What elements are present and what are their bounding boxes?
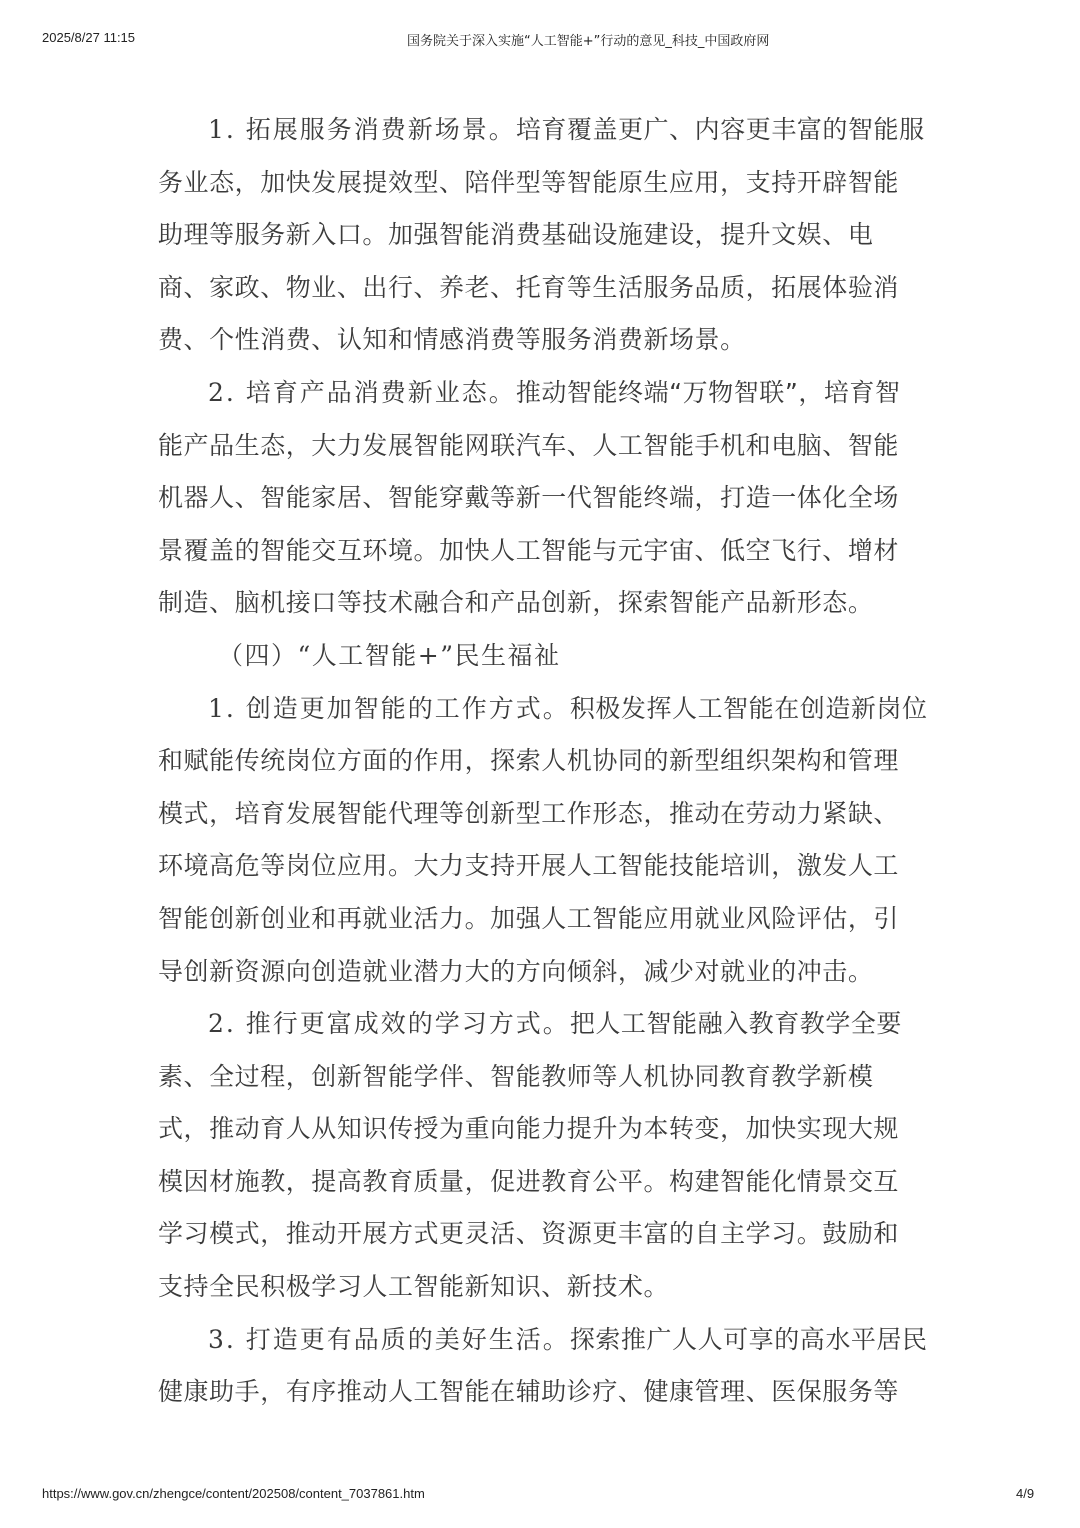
paragraph-line: 健康助手，有序推动人工智能在辅助诊疗、健康管理、医保服务等	[158, 1377, 899, 1407]
paragraph-line: 费、个性消费、认知和情感消费等服务消费新场景。	[158, 325, 746, 355]
paragraph-line: 智能创新创业和再就业活力。加强人工智能应用就业风险评估，引	[158, 903, 899, 933]
paragraph-line	[158, 689, 926, 742]
paragraph-line: 模式，培育发展智能代理等创新型工作形态，推动在劳动力紧缺、	[158, 798, 899, 828]
paragraph-line	[158, 1320, 926, 1373]
paragraph-text: 积极发挥人工智能在创造新岗位	[569, 693, 928, 723]
paragraph-lead: 1. 创造更加智能的工作方式。	[208, 693, 570, 723]
paragraph-line: 景覆盖的智能交互环境。加快人工智能与元宇宙、低空飞行、增材	[158, 535, 899, 565]
paragraph-line: 式，推动育人从知识传授为重向能力提升为本转变，加快实现大规	[158, 1114, 899, 1144]
paragraph-line	[158, 110, 926, 163]
paragraph-line: 和赋能传统岗位方面的作用，探索人机协同的新型组织架构和管理	[158, 746, 899, 776]
paragraph-line: 商、家政、物业、出行、养老、托育等生活服务品质，拓展体验消	[158, 272, 899, 302]
page-url: https://www.gov.cn/zhengce/content/202508/content_7037861.htm	[42, 1486, 425, 1501]
page-title: 国务院关于深入实施“人工智能+”行动的意见_科技_中国政府网	[407, 34, 770, 49]
paragraph-line: 素、全过程，创新智能学伴、智能教师等人机协同教育教学新模	[158, 1061, 874, 1091]
paragraph-line: 环境高危等岗位应用。大力支持开展人工智能技能培训，激发人工	[158, 851, 899, 881]
paragraph-text: 推动智能终端“万物智联”，培育智	[515, 377, 901, 407]
paragraph-line: 学习模式，推动开展方式更灵活、资源更丰富的自主学习。鼓励和	[158, 1219, 899, 1249]
paragraph-line: 支持全民积极学习人工智能新知识、新技术。	[158, 1272, 670, 1302]
paragraph-line: 务业态，加快发展提效型、陪伴型等智能原生应用，支持开辟智能	[158, 167, 899, 197]
paragraph-text: 培育覆盖更广、内容更丰富的智能服	[515, 115, 925, 144]
paragraph-line: 模因材施教，提高教育质量，促进教育公平。构建智能化情景交互	[158, 1166, 899, 1196]
paragraph-line: 机器人、智能家居、智能穿戴等新一代智能终端，打造一体化全场	[158, 483, 899, 513]
paragraph-line: 制造、脑机接口等技术融合和产品创新，探索智能产品新形态。	[158, 588, 874, 618]
paragraph-line: 能产品生态，大力发展智能网联汽车、人工智能手机和电脑、智能	[158, 430, 899, 460]
paragraph-lead: 2. 推行更富成效的学习方式。	[208, 1009, 570, 1039]
paragraph-text: 探索推广人人可享的高水平居民	[569, 1324, 928, 1354]
paragraph-line: 助理等服务新入口。加强智能消费基础设施建设，提升文娱、电	[158, 220, 874, 250]
paragraph-lead: 1. 拓展服务消费新场景。	[208, 115, 516, 144]
paragraph-line: 导创新资源向创造就业潜力大的方向倾斜，减少对就业的冲击。	[158, 956, 874, 986]
page-number: 4/9	[1016, 1486, 1035, 1501]
paragraph-lead: 2. 培育产品消费新业态。	[208, 377, 516, 407]
print-datetime: 2025/8/27 11:15	[42, 30, 136, 45]
paragraph-line	[158, 373, 926, 426]
paragraph-line	[158, 1004, 926, 1057]
paragraph-text: 把人工智能融入教育教学全要	[569, 1009, 902, 1039]
paragraph-lead: 3. 打造更有品质的美好生活。	[208, 1324, 570, 1354]
section-heading: （四）“人工智能+”民生福祉	[218, 640, 561, 670]
document-body	[158, 110, 926, 1425]
